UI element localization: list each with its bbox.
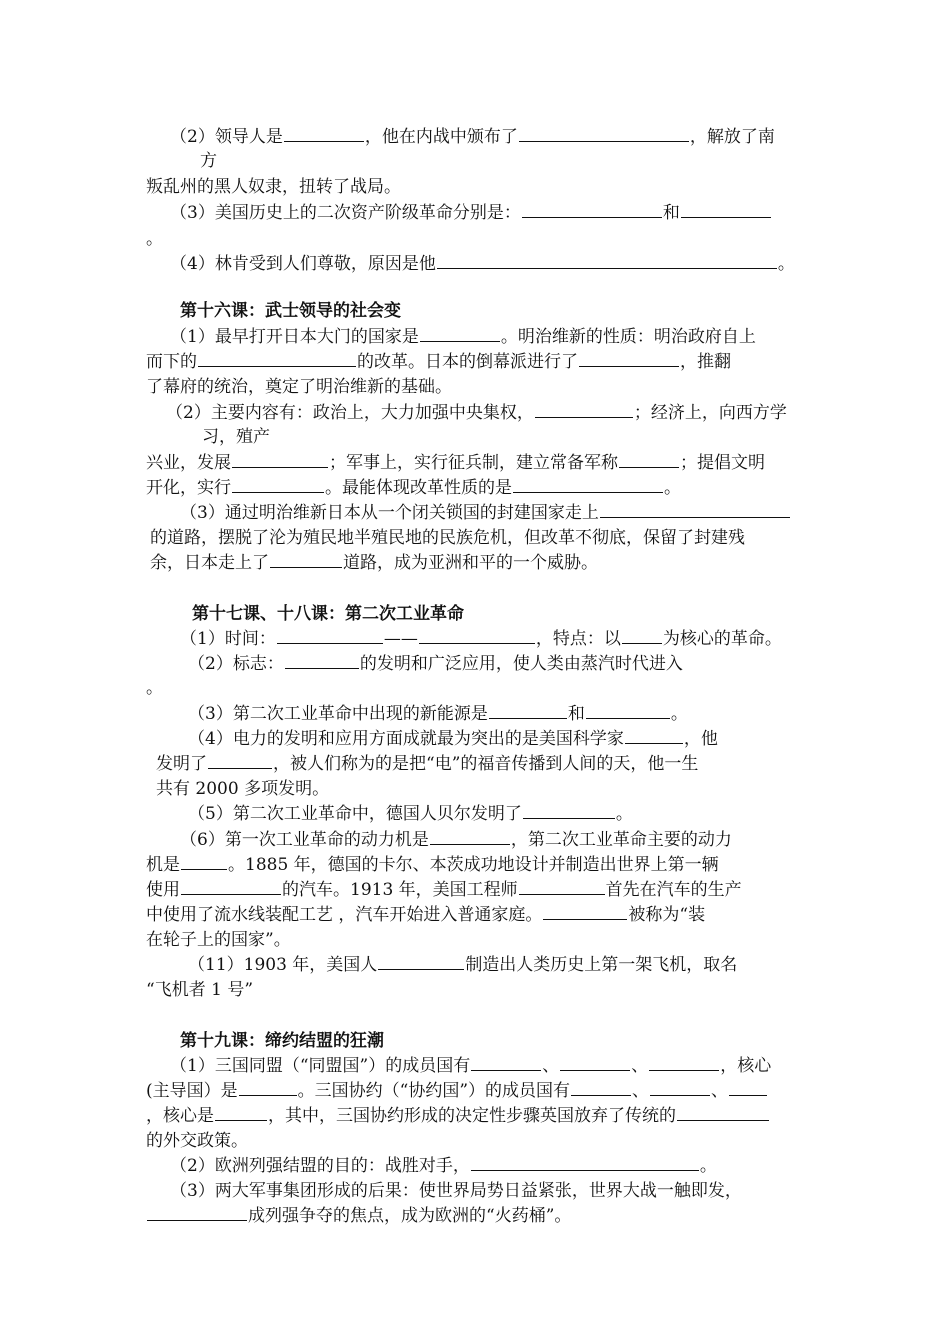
blank[interactable] <box>232 477 324 493</box>
blank[interactable] <box>600 502 790 518</box>
blank[interactable] <box>198 351 356 367</box>
text-line: “飞机者 1 号” <box>146 980 254 1000</box>
text-line: （1）三国同盟（“同盟国”）的成员国有 、 、 ，核心 <box>170 1056 772 1076</box>
blank[interactable] <box>419 628 535 644</box>
blank[interactable] <box>215 1105 267 1121</box>
blank[interactable] <box>586 703 670 719</box>
text-line: 的外交政策。 <box>146 1131 248 1151</box>
blank[interactable] <box>270 552 342 568</box>
text-line: （1）时间： —— ，特点：以 为核心的革命。 <box>180 629 782 649</box>
section-heading: 第十六课：武士领导的社会变 <box>180 301 401 321</box>
text-line: （1）最早打开日本大门的国家是 。明治维新的性质：明治政府自上 <box>170 327 756 347</box>
blank[interactable] <box>619 452 679 468</box>
blank[interactable] <box>622 628 662 644</box>
text-line: 发明了 ，被人们称为的是把“电”的福音传播到人间的天，他一生 <box>156 754 699 774</box>
blank[interactable] <box>535 402 633 418</box>
text-line: 使用 的汽车。1913 年，美国工程师 首先在汽车的生产 <box>146 880 742 900</box>
blank[interactable] <box>677 1105 769 1121</box>
text-line: （2）欧洲列强结盟的目的：战胜对手， 。 <box>170 1156 717 1176</box>
text-line: （3）美国历史上的二次资产阶级革命分别是： 和 <box>170 202 772 224</box>
text-line: （3）两大军事集团形成的后果：使世界局势日益紧张，世界大战一触即发， <box>170 1181 742 1201</box>
blank[interactable] <box>571 1080 631 1096</box>
text-line: 了幕府的统治，奠定了明治维新的基础。 <box>146 377 452 397</box>
text-line: 在轮子上的国家”。 <box>146 930 291 950</box>
section-heading: 第十七课、十八课：第二次工业革命 <box>192 604 464 624</box>
text-line: 的道路，摆脱了沦为殖民地半殖民地的民族危机，但改革不彻底，保留了封建残 <box>150 528 745 548</box>
blank[interactable] <box>513 477 663 493</box>
text-line: （2）主要内容有：政治上，大力加强中央集权， ；经济上，向西方学 <box>166 403 787 423</box>
blank[interactable] <box>649 1055 719 1071</box>
blank[interactable] <box>181 854 227 870</box>
text-line: 中使用了流水线装配工艺 ，汽车开始进入普通家庭。 被称为“装 <box>146 905 706 925</box>
text-line: (主导国）是 。三国协约（“协约国”）的成员国有 、 、 <box>146 1080 768 1102</box>
blank[interactable] <box>420 326 500 342</box>
text-line: 余，日本走上了 道路，成为亚洲和平的一个威胁。 <box>150 553 598 573</box>
blank[interactable] <box>285 653 359 669</box>
blank[interactable] <box>430 829 510 845</box>
blank[interactable] <box>560 1055 630 1071</box>
text-line: （2）标志： 的发明和广泛应用，使人类由蒸汽时代进入 <box>188 654 683 674</box>
text-line: 。 <box>146 678 163 698</box>
blank[interactable] <box>523 803 615 819</box>
blank[interactable] <box>181 879 281 895</box>
blank[interactable] <box>437 253 777 269</box>
text-line: （4）电力的发明和应用方面成就最为突出的是美国科学家 ，他 <box>188 729 718 749</box>
text-line: 兴业，发展 ；军事上，实行征兵制，建立常备军称 ；提倡文明 <box>146 453 765 473</box>
text-line: （5）第二次工业革命中，德国人贝尔发明了 。 <box>188 804 633 824</box>
text-line: （6）第一次工业革命的动力机是 ，第二次工业革命主要的动力 <box>180 830 732 850</box>
blank[interactable] <box>378 954 464 970</box>
text-line: 开化，实行 。最能体现改革性质的是 。 <box>146 478 681 498</box>
blank[interactable] <box>650 1080 710 1096</box>
text-line: （2）领导人是 ，他在内战中颁布了 ，解放了南 <box>170 127 775 147</box>
text-line: 习，殖产 <box>202 427 270 447</box>
blank[interactable] <box>471 1155 699 1171</box>
blank[interactable] <box>543 904 627 920</box>
text-line: 成列强争夺的焦点，成为欧洲的“火药桶”。 <box>146 1205 571 1227</box>
blank[interactable] <box>208 753 272 769</box>
text-line: 方 <box>200 151 217 171</box>
blank[interactable] <box>284 126 364 142</box>
blank[interactable] <box>519 879 605 895</box>
section-heading: 第十九课：缔约结盟的狂潮 <box>180 1031 384 1051</box>
blank[interactable] <box>239 1080 297 1096</box>
blank[interactable] <box>729 1080 767 1096</box>
text-line: 。 <box>146 229 163 249</box>
blank[interactable] <box>625 728 683 744</box>
text-line: （4）林肯受到人们尊敬，原因是他 。 <box>170 254 795 274</box>
text-line: ，核心是 ，其中，三国协约形成的决定性步骤英国放弃了传统的 <box>146 1105 770 1127</box>
text-line: （11）1903 年，美国人 制造出人类历史上第一架飞机，取名 <box>188 955 738 975</box>
text-line: 叛乱州的黑人奴隶，扭转了战局。 <box>146 177 401 197</box>
blank[interactable] <box>579 351 679 367</box>
blank[interactable] <box>277 628 383 644</box>
blank[interactable] <box>489 703 567 719</box>
blank[interactable] <box>147 1205 247 1221</box>
blank[interactable] <box>232 452 328 468</box>
text-line: 而下的 的改革。日本的倒幕派进行了 ，推翻 <box>146 352 731 372</box>
text-line: 共有 2000 多项发明。 <box>156 779 330 799</box>
blank[interactable] <box>681 202 771 218</box>
text-line: （3）第二次工业革命中出现的新能源是 和 。 <box>188 704 688 724</box>
text-line: （3）通过明治维新日本从一个闭关锁国的封建国家走上 <box>180 502 791 524</box>
blank[interactable] <box>471 1055 541 1071</box>
text-line: 机是 。1885 年，德国的卡尔、本茨成功地设计并制造出世界上第一辆 <box>146 855 719 875</box>
blank[interactable] <box>519 126 689 142</box>
blank[interactable] <box>522 202 662 218</box>
